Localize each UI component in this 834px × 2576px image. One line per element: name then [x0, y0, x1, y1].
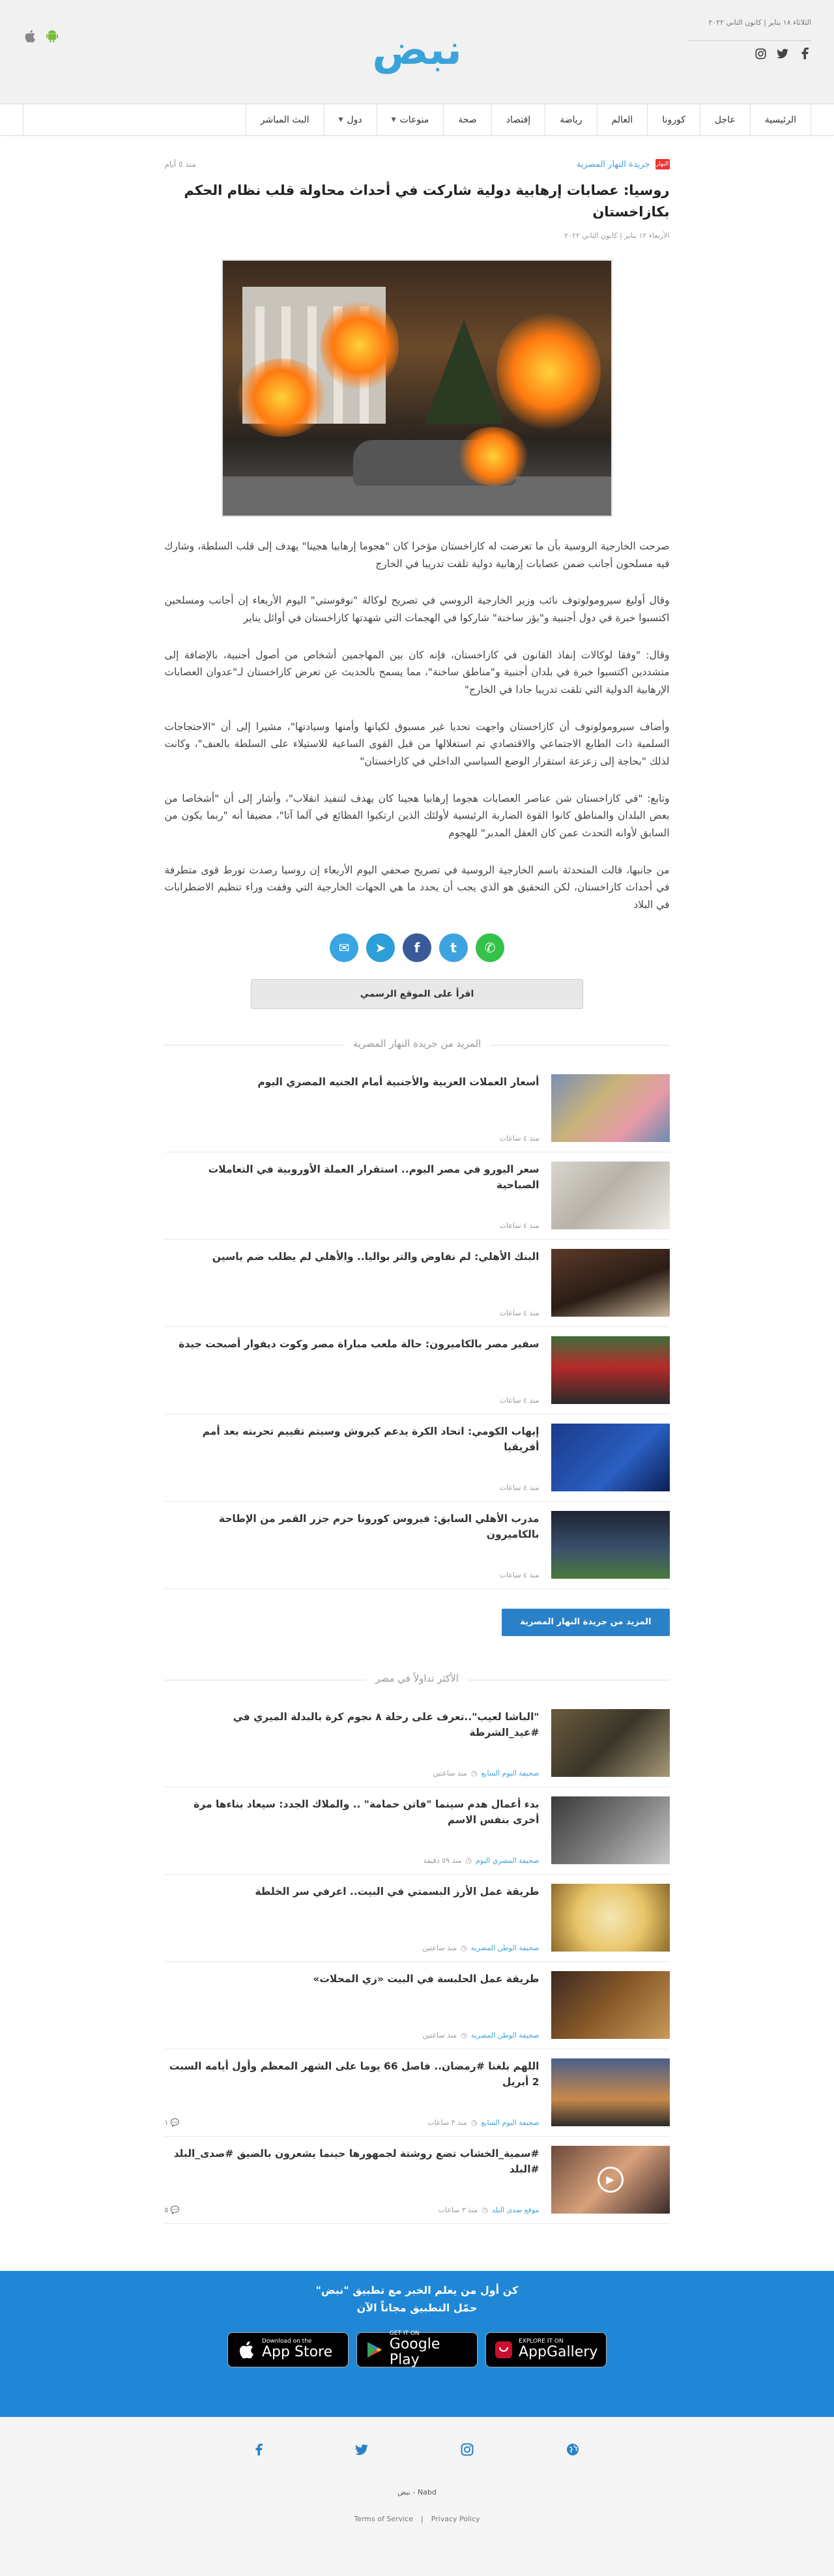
list-item-body	[165, 1796, 539, 1865]
footer-links	[0, 2515, 834, 2523]
list-item-time	[500, 1222, 539, 1230]
whatsapp-icon[interactable]: ✆	[476, 933, 504, 962]
list-item-time-text: منذ ٤ ساعات	[499, 1396, 539, 1405]
nav-item-label: صحة	[458, 115, 477, 125]
article-paragraph: وأضاف سيرومولوتوف أن كازاخستان واجهت تحديا غير مسبوق لكيانها وأمنها وسيادتها"، مشيرا إلى أن "الاحتجاجات السلمية ذات الطابع الاجتماعي والاقتصادي تم استغلالها من قبل القوى الساعية للاستيلاء على السلطة بالعنف"، وكانت لذلك "بحاجة إلى زعزعة استقرار الوضع السياسي الداخلي في كازاخستان"	[164, 720, 670, 767]
header-divider	[687, 40, 811, 41]
list-item-time-text: منذ ساعتين	[422, 1943, 457, 1952]
trending-title: الأكثر تداولاً في مصر	[366, 1673, 468, 1684]
clock-icon: ◷	[482, 2205, 488, 2214]
apple-icon[interactable]	[23, 29, 37, 43]
list-item-title[interactable]: سعر اليورو في مصر اليوم.. استقرار العملة الأوروبية في التعاملات الصباحية	[208, 1163, 539, 1191]
trending-heading	[165, 1673, 670, 1687]
list-item-time	[439, 2206, 539, 2214]
nav-item[interactable]	[545, 104, 596, 136]
list-item-title[interactable]: إيهاب الكومي: اتحاد الكرة يدعم كيروش وسيتم تقييم تجربته بعد أمم أفريقيا	[202, 1425, 539, 1453]
email-icon[interactable]: ✉	[330, 933, 358, 962]
list-item[interactable]	[165, 1502, 670, 1589]
list-item-body	[165, 1884, 539, 1952]
nav-item[interactable]	[443, 104, 491, 136]
list-item-meta	[165, 1222, 539, 1230]
nav-item[interactable]	[700, 104, 750, 136]
nav-item-label: الرئيسية	[764, 115, 796, 125]
article-title: روسيا: عصابات إرهابية دولية شاركت في أحداث محاولة قلب نظام الحكم بكازاخستان	[184, 183, 670, 220]
app-banner	[0, 2271, 834, 2417]
list-item-meta	[165, 2118, 539, 2127]
apple-icon	[237, 2341, 255, 2359]
list-item-meta	[165, 1856, 539, 1865]
list-item-thumbnail	[551, 1424, 670, 1491]
clock-icon: ◷	[461, 1943, 467, 1952]
comment-icon: 💬	[168, 2118, 180, 2127]
app-store-badge[interactable]	[227, 2332, 349, 2367]
list-item-body	[165, 1249, 539, 1317]
store-badge-text	[390, 2331, 468, 2368]
play-icon	[366, 2341, 383, 2359]
article-date: الأربعاء ١٢ يناير | كانون الثاني ٢٠٢٢	[564, 231, 670, 241]
list-item-title[interactable]: سفير مصر بالكاميرون: حالة ملعب مباراة مصر وكوت ديفوار أصبحت جيدة	[179, 1338, 539, 1350]
nav-item-label: عاجل	[714, 115, 736, 125]
list-item-thumbnail	[551, 1884, 670, 1952]
list-item-time	[500, 1484, 539, 1492]
list-item[interactable]	[165, 2137, 670, 2224]
store-badge-big: Google Play	[389, 2335, 440, 2369]
caret-down-icon: ▼	[338, 117, 343, 123]
facebook-icon[interactable]	[798, 47, 811, 60]
top-header	[0, 0, 834, 104]
list-item-body	[165, 2146, 539, 2214]
list-item-time-text: منذ ٥٩ دقيقة	[423, 1856, 462, 1865]
header-social	[754, 47, 811, 60]
list-item-body	[165, 1709, 539, 1778]
app-banner-line1: كن أول من يعلم الخبر مع تطبيق "نبض"	[315, 2283, 519, 2296]
list-item-time	[424, 1856, 539, 1865]
nav-item[interactable]	[647, 104, 700, 136]
list-item-meta	[165, 1396, 539, 1405]
google-play-badge[interactable]	[356, 2332, 478, 2367]
article	[165, 136, 670, 2224]
nav-item[interactable]	[324, 104, 377, 136]
list-item-title[interactable]: اللهم بلغنا #رمضان.. فاصل 66 يوما على الشهر المعظم وأول أيامه السبت 2 أبريل	[169, 2060, 539, 2088]
list-item-time	[500, 1309, 539, 1317]
footer-social	[0, 2443, 834, 2459]
comment-count-text: ٥	[164, 2205, 169, 2214]
play-icon[interactable]: ▶	[597, 2167, 624, 2193]
header-date: الثلاثاء ١٨ يناير | كانون الثاني ٢٠٢٢	[708, 18, 811, 27]
list-item-title[interactable]: طريقة عمل الأرز البسمتي في البيت.. اعرفي سر الخلطة	[255, 1885, 539, 1897]
list-item-thumbnail	[551, 1336, 670, 1404]
list-item-thumbnail	[551, 2058, 670, 2126]
list-item[interactable]	[165, 1327, 670, 1414]
nav-item[interactable]	[491, 104, 545, 136]
telegram-icon[interactable]: ➤	[366, 933, 395, 962]
share-bar	[165, 933, 670, 962]
store-badge-small: EXPLORE IT ON	[519, 2338, 564, 2345]
nav-item-label: دول	[347, 115, 362, 125]
list-item-body	[165, 1511, 539, 1579]
article-source-name: جريدة النهار المصرية	[576, 159, 650, 169]
list-item-time	[433, 1769, 539, 1778]
main-nav	[0, 104, 834, 136]
list-item-title[interactable]: "الباشا لعيب"..تعرف على رحلة ٨ نجوم كرة بالبدلة الميري في #عيد_الشرطة	[233, 1710, 539, 1738]
list-item-title[interactable]: #سمية_الخشاب تضع روشتة لجمهورها حينما يشعرون بالضيق #صدى_البلد #البلد	[173, 2147, 539, 2175]
clock-icon: ◷	[465, 1856, 472, 1865]
store-badge-big: AppGallery	[519, 2344, 598, 2360]
nav-item-label: منوعات	[399, 115, 429, 125]
facebook-icon[interactable]	[255, 2443, 263, 2459]
footer	[0, 2417, 834, 2576]
list-item-thumbnail	[551, 1162, 670, 1229]
list-item-source[interactable]: صحيفة الوطن المصرية	[470, 1943, 539, 1952]
instagram-icon[interactable]	[461, 2443, 474, 2459]
read-official-button[interactable]: اقرأ على الموقع الرسمي	[251, 979, 583, 1009]
appgallery-badge[interactable]	[485, 2332, 607, 2367]
more-from-source-title: المزيد من جريدة النهار المصرية	[344, 1038, 491, 1049]
store-badge-small: Download on the	[262, 2338, 312, 2345]
list-item-body	[165, 1424, 539, 1492]
list-item-body	[165, 1336, 539, 1405]
source-logo: النهار	[655, 159, 670, 169]
list-item[interactable]	[165, 1787, 670, 1875]
list-item-meta	[165, 2206, 539, 2214]
caret-down-icon: ▼	[391, 117, 396, 123]
footer-link[interactable]: Privacy Policy	[431, 2514, 480, 2523]
clock-icon: ◷	[470, 1768, 478, 1778]
list-item-meta	[165, 1769, 539, 1778]
list-item-time-text: منذ ساعتين	[433, 1768, 467, 1778]
facebook-share-icon[interactable]: f	[403, 933, 431, 962]
list-item-source[interactable]: صحيفة اليوم السابع	[481, 1768, 539, 1778]
list-item-time	[427, 2118, 539, 2127]
app-icons	[23, 29, 59, 43]
list-item-source[interactable]: صحيفة اليوم السابع	[481, 2118, 539, 2127]
list-item-time-text: منذ ٤ ساعات	[499, 1483, 539, 1492]
more-from-source-heading	[165, 1038, 670, 1052]
list-item-thumbnail	[551, 1249, 670, 1317]
list-item-source[interactable]: صحيفة الوطن المصرية	[470, 2030, 539, 2040]
list-item-time-text: منذ ٤ ساعات	[499, 1221, 539, 1230]
twitter-share-icon[interactable]: t	[439, 933, 468, 962]
twitter-icon[interactable]	[355, 2443, 368, 2459]
list-item-time-text: منذ ٤ ساعات	[499, 1308, 539, 1317]
more-from-source-button[interactable]: المزيد من جريدة النهار المصرية	[502, 1609, 669, 1636]
twitter-icon[interactable]	[776, 47, 789, 60]
list-item[interactable]	[165, 1700, 670, 1787]
clock-icon: ◷	[470, 2118, 478, 2127]
list-item-body	[165, 1162, 539, 1230]
list-item[interactable]	[165, 1962, 670, 2049]
list-item-title[interactable]: البنك الأهلي: لم نفاوض والتر بواليا.. والأهلي لم يطلب ضم ياسين	[212, 1250, 539, 1263]
nav-item[interactable]	[246, 104, 324, 136]
nav-item-label: إقتصاد	[506, 115, 531, 125]
list-item-thumbnail	[551, 2146, 670, 2214]
list-item-body	[165, 1074, 539, 1143]
huawei-icon	[495, 2341, 512, 2359]
list-item-time	[500, 1134, 539, 1143]
nav-item-label: العالم	[611, 115, 633, 125]
list-item-thumbnail	[551, 1709, 670, 1777]
footer-link[interactable]: Terms of Service	[354, 2514, 413, 2523]
instagram-icon[interactable]	[754, 47, 767, 60]
list-item-title[interactable]: مدرب الأهلي السابق: فيروس كورونا حرم جزر القمر من الإطاحة بالكاميرون	[218, 1512, 539, 1540]
store-badges	[0, 2332, 834, 2367]
list-item-thumbnail	[551, 1511, 670, 1579]
more-from-source-list	[165, 1065, 670, 1589]
list-item[interactable]	[165, 1414, 670, 1502]
store-badge-text	[262, 2339, 332, 2360]
list-item-thumbnail	[551, 1971, 670, 2039]
list-item[interactable]	[165, 1875, 670, 1962]
article-paragraph: من جانبها، قالت المتحدثة باسم الخارجية الروسية في تصريح صحفي اليوم الأربعاء إن روسيا رصدت تورط قوى متطرفة في أحداث كازاخستان، لكن التحقيق هو الذي يجب أن يحدد ما هي الجهات الخارجية التي وقفت وراء تنظيم الاضطرابات في البلاد	[164, 864, 670, 911]
list-item-meta	[165, 1944, 539, 1952]
store-badge-small: GET IT ON	[389, 2330, 420, 2337]
article-paragraph: وقال: "وفقا لوكالات إنفاذ القانون في كازاخستان، فإنه كان بين المهاجمين أشخاص من أصول أجنبية، بالإضافة إلى متشددين اكتسبوا خبرة في بلدان أجنبية و"مناطق ساخنة"، مما يسمح بالحديث عن تعرض كازاخستان لـ"عدوان العصابات الإرهابية الدولية التي تلقت تدريبا جادا في الخارج"	[164, 649, 670, 696]
store-badge-text	[519, 2339, 597, 2360]
list-item-meta	[165, 1571, 539, 1579]
list-item-title[interactable]: أسعار العملات العربية والأجنبية أمام الجنيه المصري اليوم	[257, 1076, 539, 1088]
list-item-title[interactable]: طريقة عمل الحلبسة في البيت «زي المحلات»	[313, 1972, 539, 1985]
article-time-ago: منذ ٥ أيام	[164, 160, 196, 169]
nav-item[interactable]	[377, 104, 444, 136]
list-item-thumbnail	[551, 1074, 670, 1142]
trending-list	[165, 1700, 670, 2224]
list-item-title[interactable]: بدء أعمال هدم سينما "فاتن حمامة" .. والملاك الجدد: سيعاد بناءها مرة أخرى بنفس الاسم	[194, 1798, 539, 1826]
nav-item[interactable]	[597, 104, 648, 136]
list-item-source[interactable]: صحيفة المصري اليوم	[476, 1856, 539, 1865]
list-item-thumbnail	[551, 1796, 670, 1864]
article-hero-image	[222, 259, 612, 517]
list-item[interactable]	[165, 2049, 670, 2137]
article-paragraph: وتابع: "في كازاخستان شن عناصر العصابات هجوما إرهابيا هجينا كان يهدف لتنفيذ انقلاب"، وأشار إلى أن "أشخاصا من بعض البلدان والمناطق كانوا القوة الضاربة الرئيسية لأولئك الذين ارتكبوا الفظائع في آلما آتا"، مضيفا أنه "ربما يكون من السابق لأوانه التحدث عمن كان العقل المدبر" للهجوم	[164, 792, 670, 839]
footer-brand: Nabd - نبض	[397, 2487, 437, 2496]
list-item-meta	[165, 1309, 539, 1317]
nav-item-label: البث المباشر	[260, 115, 309, 125]
nav-item-label: رياضة	[560, 115, 582, 125]
list-item-time	[500, 1571, 539, 1579]
article-paragraph: صرحت الخارجية الروسية بأن ما تعرضت له كازاخستان مؤخرا كان "هجوما إرهابيا هجينا" يهدف إلى قلب السلطة، وشارك فيه مسلحون أجانب ضمن عصابات إرهابية دولية تلقت تدريبا في الخارج	[164, 540, 670, 570]
globe-icon[interactable]	[566, 2443, 579, 2459]
android-icon[interactable]	[45, 29, 59, 43]
list-item-time-text: منذ ٣ ساعات	[438, 2205, 478, 2214]
comment-count[interactable]	[165, 2118, 180, 2127]
comment-count-text: ١	[164, 2118, 169, 2127]
footer-separator: |	[420, 2514, 424, 2523]
list-item-body	[165, 2058, 539, 2127]
list-item[interactable]	[165, 1240, 670, 1327]
list-item-meta	[165, 2031, 539, 2040]
nav-item[interactable]	[750, 104, 811, 136]
article-source[interactable]	[577, 159, 670, 169]
article-paragraph: وقال أوليغ سيرومولوتوف نائب وزير الخارجية الروسي في تصريح لوكالة "نوفوستي" اليوم الأربعاء إن أجانب ومسلحين اكتسبوا خبرة في دول أجنبية و"بؤر ساخنة" شاركوا في الهجمات التي شهدتها كازاخستان في أوائل يناير	[164, 594, 670, 624]
list-item-body	[165, 1971, 539, 2040]
app-banner-line2: حمّل التطبيق مجاناً الآن	[356, 2301, 478, 2314]
list-item[interactable]	[165, 1065, 670, 1152]
list-item-source[interactable]: موقع صدى البلد	[491, 2205, 539, 2214]
comment-count[interactable]	[165, 2206, 180, 2214]
list-item-meta	[165, 1484, 539, 1492]
list-item-time	[422, 1944, 539, 1952]
clock-icon: ◷	[461, 2030, 467, 2040]
article-body	[165, 538, 670, 914]
list-item-time-text: منذ ٤ ساعات	[499, 1570, 539, 1579]
list-item-time	[422, 2031, 539, 2040]
list-item-time-text: منذ ٣ ساعات	[427, 2118, 467, 2127]
comment-icon: 💬	[168, 2205, 180, 2214]
nav-item-label: كورونا	[662, 115, 685, 125]
list-item-time-text: منذ ساعتين	[422, 2030, 457, 2040]
list-item-time	[500, 1396, 539, 1405]
list-item-meta	[165, 1134, 539, 1143]
site-logo[interactable]: نبض	[372, 26, 462, 74]
list-item[interactable]	[165, 1152, 670, 1240]
list-item-time-text: منذ ٤ ساعات	[499, 1134, 539, 1143]
store-badge-big: App Store	[262, 2344, 333, 2360]
